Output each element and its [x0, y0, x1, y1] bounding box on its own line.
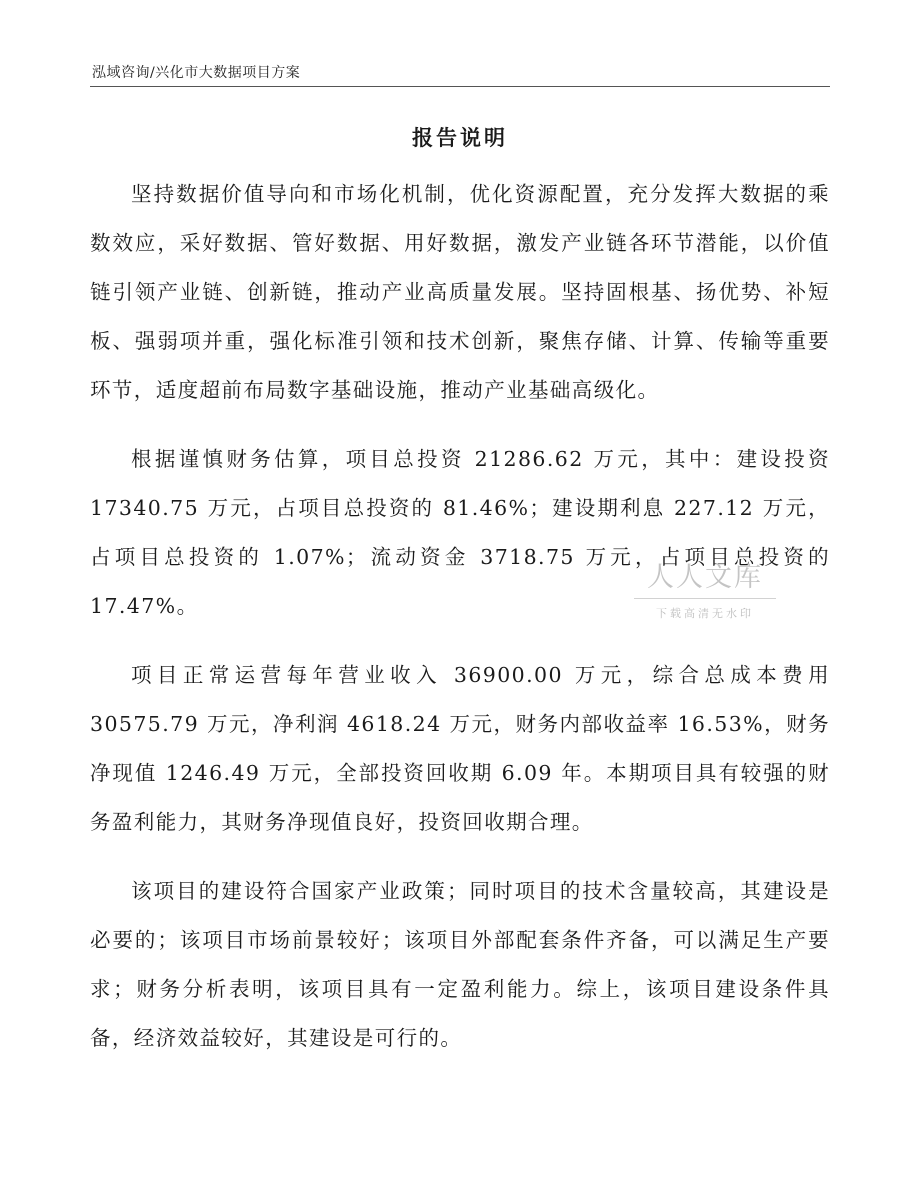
watermark-subtitle: 下载高清无水印 [656, 607, 754, 620]
paragraph-operations: 项目正常运营每年营业收入 36900.00 万元，综合总成本费用 30575.79 万元，净利润 4618.24 万元，财务内部收益率 16.53%，财务净现值 1246.49 万元，全部投资回收期 6.09 年。本期项目具有较强的财务盈利能力，其财务净现值良好，投资回收期合理。 [90, 663, 830, 834]
running-header: 泓域咨询/兴化市大数据项目方案 [92, 65, 301, 81]
page-title: 报告说明 [412, 126, 508, 150]
header-divider [90, 86, 830, 87]
paragraph-principles: 坚持数据价值导向和市场化机制，优化资源配置，充分发挥大数据的乘数效应，采好数据、管好数据、用好数据，激发产业链各环节潜能，以价值链引领产业链、创新链，推动产业高质量发展。坚持固根基、扬优势、补短板、强弱项并重，强化标准引领和技术创新，聚焦存储、计算、传输等重要环节，适度超前布局数字基础设施，推动产业基础高级化。 [90, 182, 830, 402]
paragraph-investment: 根据谨慎财务估算，项目总投资 21286.62 万元，其中：建设投资 17340.75 万元，占项目总投资的 81.46%；建设期利息 227.12 万元，占项目总投资的 1.07%；流动资金 3718.75 万元，占项目总投资的 17.47%。 [90, 447, 830, 618]
paragraph-conclusion: 该项目的建设符合国家产业政策；同时项目的技术含量较高，其建设是必要的；该项目市场前景较好；该项目外部配套条件齐备，可以满足生产要求；财务分析表明，该项目具有一定盈利能力。综上，该项目建设条件具备，经济效益较好，其建设是可行的。 [90, 879, 830, 1050]
report-body [90, 170, 830, 1083]
watermark-logo: 人人文库 [647, 562, 763, 593]
